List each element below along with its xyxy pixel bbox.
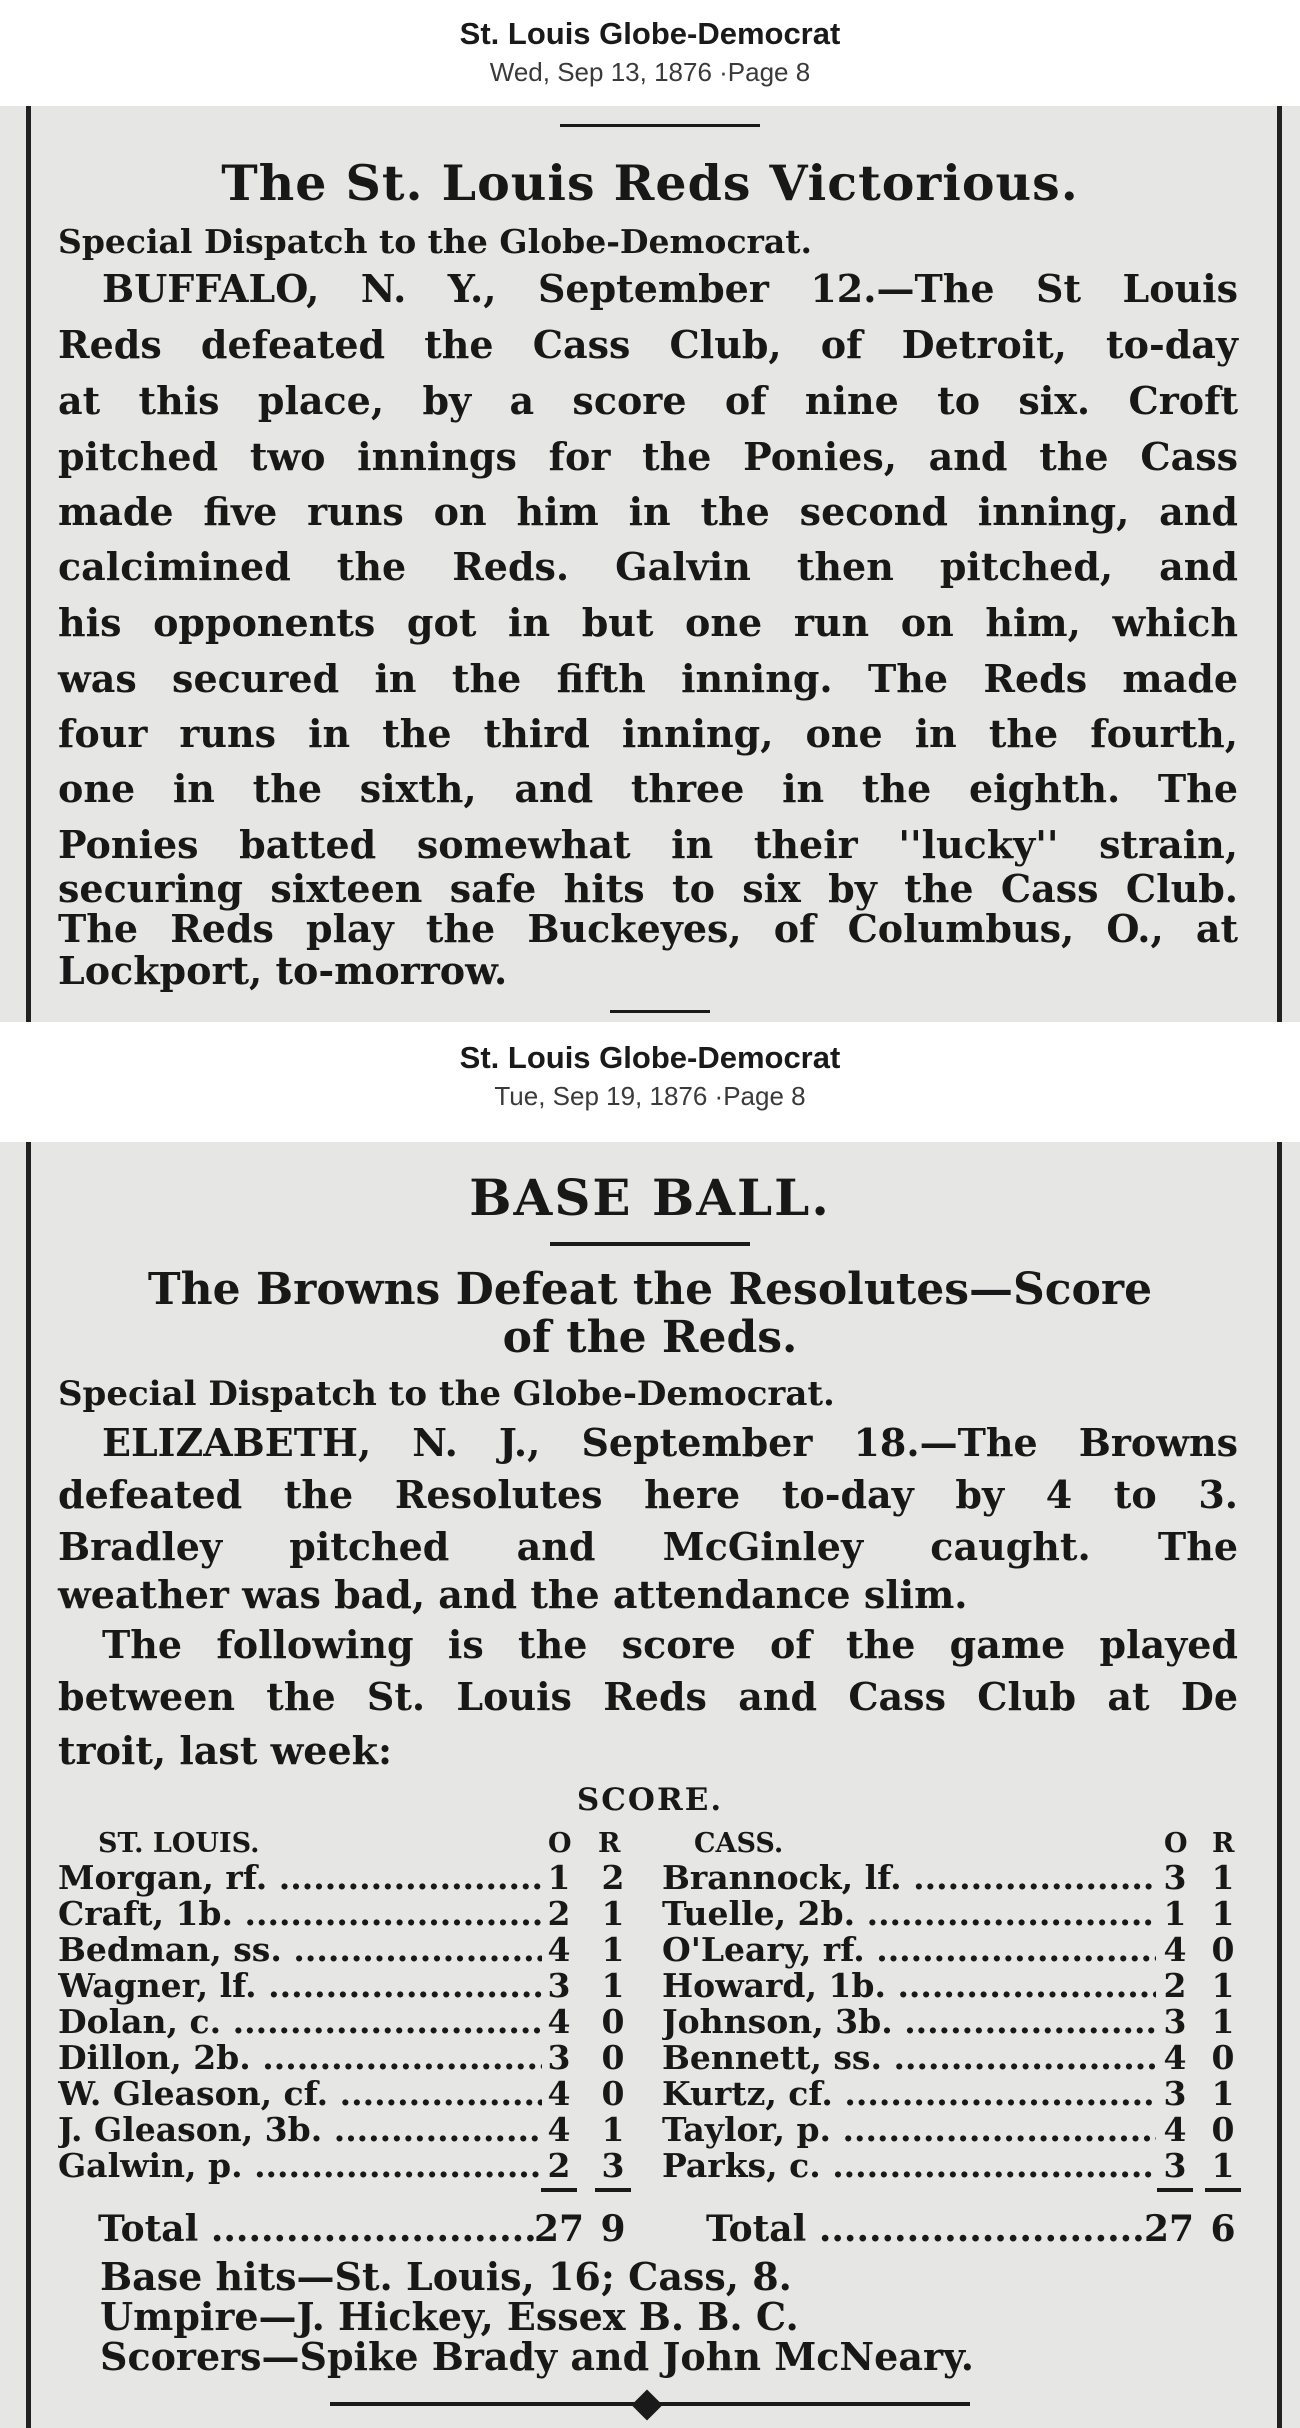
section-title: BASE BALL.: [469, 1168, 831, 1227]
player-name: Johnson, 3b. .....: [662, 2002, 1156, 2041]
base-hits-line: Base hits—St. Louis, 16; Cass, 8.: [100, 2254, 792, 2299]
player-name: O'Leary, rf. .....: [662, 1930, 1156, 1969]
player-o: 4: [547, 1930, 571, 1969]
player-o: 2: [547, 1894, 571, 1933]
title-rule: [550, 1242, 750, 1246]
article-line: at this place, by a score of nine to six. Croft: [58, 378, 1238, 423]
player-r: 1: [1211, 2146, 1235, 2185]
column-r-header: R: [598, 1828, 621, 1859]
player-name: Brannock, lf. .....: [662, 1858, 1156, 1897]
player-name: J. Gleason, 3b. .....: [58, 2110, 542, 2149]
rule-ornament: [631, 2389, 662, 2420]
player-name: Dillon, 2b. .....: [58, 2038, 542, 2077]
scorers-line: Scorers—Spike Brady and John McNeary.: [100, 2334, 974, 2379]
article-subhead-1: The Browns Defeat the Resolutes—Score: [147, 1264, 1153, 1315]
player-o: 1: [547, 1858, 571, 1897]
article-line: was secured in the fifth inning. The Reds made: [58, 656, 1238, 701]
player-o: 3: [1163, 1858, 1187, 1897]
article-line: weather was bad, and the attendance slim.: [58, 1572, 968, 1617]
total-label: Total .....: [706, 2208, 1144, 2250]
article-subhead-2: of the Reds.: [502, 1312, 798, 1363]
player-r: 1: [601, 1966, 625, 2005]
article-line: between the St. Louis Reds and Cass Club at De: [58, 1674, 1238, 1719]
article-line: securing sixteen safe hits to six by the Cass Club.: [58, 866, 1238, 911]
newspaper-clipping-1: [0, 106, 1300, 1022]
article-line: The following is the score of the game played: [102, 1622, 1238, 1667]
article-line: BUFFALO, N. Y., September 12.—The St Louis: [102, 266, 1238, 311]
publication-name: St. Louis Globe-Democrat: [459, 1040, 841, 1075]
player-name: Kurtz, cf. .....: [662, 2074, 1156, 2113]
player-o: 3: [1163, 2074, 1187, 2113]
total-rule: [1205, 2188, 1241, 2192]
player-o: 4: [1163, 2038, 1187, 2077]
article-line: ELIZABETH, N. J., September 18.—The Browns: [102, 1420, 1238, 1465]
player-name: Tuelle, 2b. .....: [662, 1894, 1156, 1933]
column-r-header: R: [1212, 1828, 1235, 1859]
player-r: 0: [1211, 2038, 1235, 2077]
dispatch-line: Special Dispatch to the Globe-Democrat.: [58, 1374, 835, 1414]
player-o: 4: [547, 2074, 571, 2113]
player-r: 1: [1211, 1894, 1235, 1933]
player-name: Howard, 1b. .....: [662, 1966, 1156, 2005]
total-rule: [1157, 2188, 1193, 2192]
total-rule: [595, 2188, 631, 2192]
total-row-st-louis: [98, 2208, 648, 2252]
top-rule: [560, 124, 760, 127]
player-o: 1: [1163, 1894, 1187, 1933]
column-o-header: O: [548, 1828, 572, 1859]
article-headline: The St. Louis Reds Victorious.: [221, 154, 1079, 212]
article-line: Lockport, to-morrow.: [58, 948, 508, 993]
publication-date: Wed, Sep 13, 1876 ·Page 8: [489, 57, 811, 87]
clipping-2-header: [0, 1022, 1300, 1142]
player-o: 2: [1163, 1966, 1187, 2005]
article-line: calcimined the Reds. Galvin then pitched, and: [58, 544, 1238, 589]
player-o: 4: [1163, 2110, 1187, 2149]
team-name: CASS.: [694, 1828, 784, 1859]
player-name: Parks, c. .....: [662, 2146, 1156, 2185]
publication-date: Tue, Sep 19, 1876 ·Page 8: [494, 1081, 806, 1111]
article-line: Bradley pitched and McGinley caught. The: [58, 1524, 1238, 1569]
dispatch-line: Special Dispatch to the Globe-Democrat.: [58, 222, 813, 261]
player-name: Bennett, ss. .....: [662, 2038, 1156, 2077]
player-o: 2: [547, 2146, 571, 2185]
umpire-line: Umpire—J. Hickey, Essex B. B. C.: [100, 2294, 799, 2339]
player-r: 1: [601, 1930, 625, 1969]
player-name: Wagner, lf. .....: [58, 1966, 542, 2005]
bottom-rule: [610, 1010, 710, 1013]
player-r: 1: [1211, 2002, 1235, 2041]
player-name: W. Gleason, cf. .....: [58, 2074, 542, 2113]
total-row-cass: [706, 2208, 1256, 2252]
player-r: 0: [601, 2038, 625, 2077]
publication-name: St. Louis Globe-Democrat: [459, 16, 841, 51]
article-line: his opponents got in but one run on him, which: [58, 600, 1238, 645]
player-o: 3: [1163, 2146, 1187, 2185]
player-name: Morgan, rf. .....: [58, 1858, 542, 1897]
column-o-header: O: [1164, 1828, 1188, 1859]
article-line: one in the sixth, and three in the eighth. The: [58, 766, 1238, 811]
player-o: 3: [547, 2038, 571, 2077]
player-r: 2: [601, 1858, 625, 1897]
total-label: Total .....: [98, 2208, 538, 2250]
total-rule: [541, 2188, 577, 2192]
player-r: 0: [1211, 1930, 1235, 1969]
total-r: 6: [1210, 2208, 1236, 2250]
player-r: 0: [601, 2074, 625, 2113]
player-r: 3: [601, 2146, 625, 2185]
article-line: pitched two innings for the Ponies, and the Cass: [58, 434, 1238, 479]
article-line: made five runs on him in the second inning, and: [58, 489, 1238, 534]
box-score-st-louis: [58, 1828, 648, 2198]
newspaper-clipping-2: [0, 1142, 1300, 2428]
player-o: 4: [547, 2002, 571, 2041]
player-o: 4: [1163, 1930, 1187, 1969]
player-r: 1: [601, 1894, 625, 1933]
player-r: 0: [1211, 2110, 1235, 2149]
total-o: 27: [1144, 2208, 1195, 2250]
article-line: four runs in the third inning, one in the fourth,: [58, 711, 1238, 756]
total-o: 27: [534, 2208, 585, 2250]
player-r: 1: [601, 2110, 625, 2149]
score-title: SCORE.: [576, 1782, 724, 1818]
player-o: 4: [547, 2110, 571, 2149]
player-o: 3: [1163, 2002, 1187, 2041]
clipping-1-header: [0, 0, 1300, 106]
player-r: 1: [1211, 2074, 1235, 2113]
article-line: troit, last week:: [58, 1728, 393, 1773]
player-r: 0: [601, 2002, 625, 2041]
article-line: Reds defeated the Cass Club, of Detroit, to-day: [58, 322, 1238, 367]
player-name: Dolan, c. .....: [58, 2002, 542, 2041]
article-line: The Reds play the Buckeyes, of Columbus, O., at: [58, 906, 1238, 951]
player-o: 3: [547, 1966, 571, 2005]
player-r: 1: [1211, 1966, 1235, 2005]
player-name: Galwin, p. .....: [58, 2146, 542, 2185]
article-line: Ponies batted somewhat in their ''lucky'' strain,: [58, 822, 1238, 867]
article-line: defeated the Resolutes here to-day by 4 to 3.: [58, 1472, 1238, 1517]
player-r: 1: [1211, 1858, 1235, 1897]
player-name: Bedman, ss. .....: [58, 1930, 542, 1969]
team-name: ST. LOUIS.: [98, 1828, 260, 1859]
total-r: 9: [600, 2208, 626, 2250]
player-name: Craft, 1b. .....: [58, 1894, 542, 1933]
player-name: Taylor, p. .....: [662, 2110, 1156, 2149]
box-score-cass: [662, 1828, 1252, 2198]
